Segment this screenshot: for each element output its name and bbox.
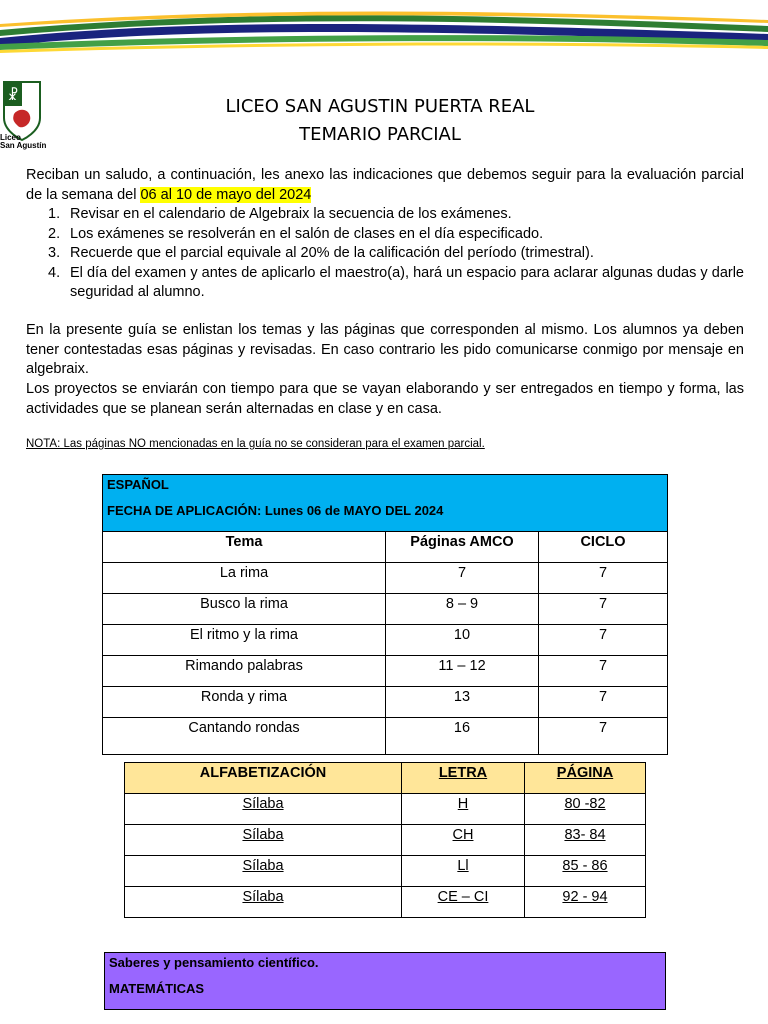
alfabetizacion-table	[124, 762, 646, 918]
column-header-pagina: PÁGINA	[525, 763, 646, 794]
cell-pagina: 83- 84	[525, 825, 646, 856]
header-swoosh-graphic	[0, 0, 768, 70]
column-header-ciclo: CICLO	[539, 532, 668, 563]
cell-tema: Busco la rima	[103, 594, 386, 625]
cell-letra: CE – CI	[402, 887, 525, 918]
table-row	[103, 718, 668, 755]
espanol-table	[102, 474, 668, 755]
page-title-school: LICEO SAN AGUSTIN PUERTA REAL	[225, 96, 535, 117]
cell-ciclo: 7	[539, 594, 668, 625]
saberes-table-header	[105, 953, 666, 1010]
cell-paginas: 11 – 12	[386, 656, 539, 687]
column-header-letra: LETRA	[402, 763, 525, 794]
cell-ciclo: 7	[539, 563, 668, 594]
cell-silaba: Sílaba	[125, 794, 402, 825]
list-item-number: 1.	[48, 206, 61, 222]
espanol-table-header	[103, 475, 668, 532]
cell-ciclo: 7	[539, 687, 668, 718]
table-row	[103, 687, 668, 718]
cell-tema: Cantando rondas	[103, 718, 386, 755]
list-item-text: Los exámenes se resolverán en el salón de clases en el día especificado.	[70, 225, 544, 242]
intro-date-highlight: 06 al 10 de mayo del 2024	[140, 186, 312, 203]
cell-tema: El ritmo y la rima	[103, 625, 386, 656]
subject-label: ESPAÑOL	[107, 477, 169, 492]
column-header-paginas: Páginas AMCO	[386, 532, 539, 563]
list-item-text: Recuerde que el parcial equivale al 20% de la calificación del período (trimestral).	[70, 245, 594, 261]
cell-pagina: 85 - 86	[525, 856, 646, 887]
cell-paginas: 16	[386, 718, 539, 755]
logo-text-line2: San Agustín	[0, 141, 47, 150]
nota-text: NOTA: Las páginas NO mencionadas en la guía no se consideran para el examen parcial.	[26, 438, 485, 450]
instructions-list	[48, 205, 744, 303]
cell-paginas: 10	[386, 625, 539, 656]
intro-text: Reciban un saludo, a continuación, les anexo las indicaciones que debemos seguir para la evaluación parcial de la semana del	[26, 167, 744, 203]
cell-pagina: 80 -82	[525, 794, 646, 825]
table-row	[125, 794, 646, 825]
svg-text:☧: ☧	[7, 88, 19, 104]
list-item-number: 2.	[48, 225, 61, 242]
table-row	[103, 656, 668, 687]
cell-ciclo: 7	[539, 656, 668, 687]
cell-pagina: 92 - 94	[525, 887, 646, 918]
cell-letra: Ll	[402, 856, 525, 887]
cell-silaba: Sílaba	[125, 887, 402, 918]
list-item-text: El día del examen y antes de aplicarlo el maestro(a), hará un espacio para aclarar algunas dudas y darle seguridad al alumno.	[70, 264, 744, 300]
subject-label: MATEMÁTICAS	[109, 981, 205, 996]
guide-paragraph: En la presente guía se enlistan los temas y las páginas que corresponden al mismo. Los alumnos ya deben tener contestadas esas páginas y revisadas. En caso contrario les pido comunicarse conmigo por mensaje en algebraix.	[26, 322, 744, 377]
application-date: FECHA DE APLICACIÓN: Lunes 06 de MAYO DEL 2024	[107, 503, 444, 518]
intro-paragraph	[26, 166, 744, 205]
page-title-document: TEMARIO PARCIAL	[299, 124, 461, 145]
table-row	[103, 563, 668, 594]
cell-paginas: 7	[386, 563, 539, 594]
table-row	[125, 856, 646, 887]
projects-paragraph: Los proyectos se enviarán con tiempo para que se vayan elaborando y ser entregados en tiempo y forma, las actividades que se planean serán alternadas en clase y en casa.	[26, 381, 744, 417]
list-item	[48, 264, 744, 303]
table-row	[103, 625, 668, 656]
logo-text	[0, 134, 60, 150]
list-item	[48, 244, 744, 264]
list-item-number: 3.	[48, 245, 61, 261]
cell-letra: CH	[402, 825, 525, 856]
list-item-text: Revisar en el calendario de Algebraix la secuencia de los exámenes.	[70, 206, 512, 222]
cell-ciclo: 7	[539, 625, 668, 656]
cell-silaba: Sílaba	[125, 825, 402, 856]
column-header-tema: Tema	[103, 532, 386, 563]
table-row	[125, 825, 646, 856]
logo-text-line1: Liceo	[0, 133, 21, 142]
cell-letra: H	[402, 794, 525, 825]
column-header-alfabetizacion: ALFABETIZACIÓN	[125, 763, 402, 794]
field-label: Saberes y pensamiento científico.	[109, 955, 319, 970]
cell-ciclo: 7	[539, 718, 668, 755]
cell-tema: Rimando palabras	[103, 656, 386, 687]
list-item-number: 4.	[48, 264, 61, 281]
list-item	[48, 205, 744, 225]
cell-tema: Ronda y rima	[103, 687, 386, 718]
cell-silaba: Sílaba	[125, 856, 402, 887]
cell-tema: La rima	[103, 563, 386, 594]
table-row	[125, 887, 646, 918]
cell-paginas: 8 – 9	[386, 594, 539, 625]
table-row	[103, 594, 668, 625]
list-item	[48, 225, 744, 245]
cell-paginas: 13	[386, 687, 539, 718]
saberes-table	[104, 952, 666, 1010]
